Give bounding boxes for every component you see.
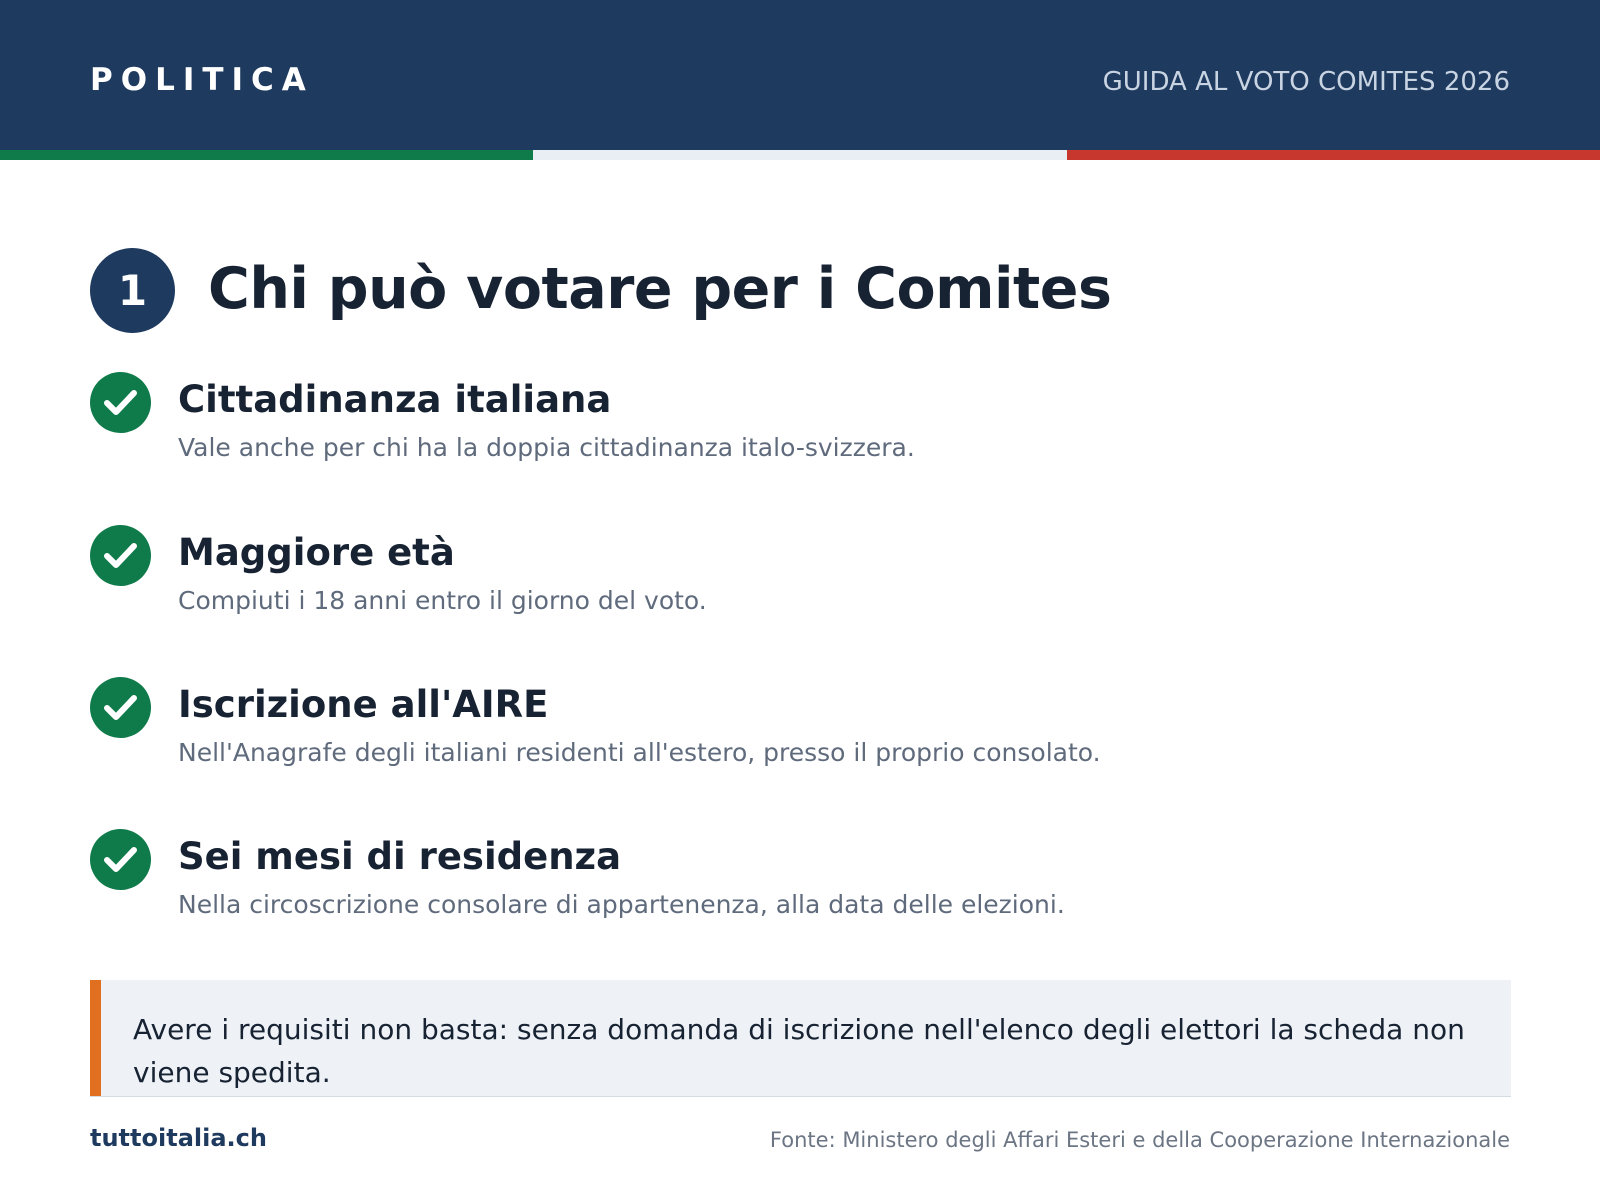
requirement-item	[90, 829, 1510, 939]
requirement-title: Iscrizione all'AIRE	[178, 683, 549, 726]
requirement-description: Compiuti i 18 anni entro il giorno del voto.	[178, 586, 707, 615]
check-icon	[90, 829, 151, 890]
requirement-description: Vale anche per chi ha la doppia cittadinanza italo-svizzera.	[178, 433, 915, 462]
flag-white-band	[533, 150, 1066, 160]
italian-flag-stripe	[0, 150, 1600, 160]
header-banner	[0, 0, 1600, 150]
requirement-item	[90, 372, 1510, 482]
requirement-title: Sei mesi di residenza	[178, 835, 622, 878]
section-kicker: POLITICA	[90, 62, 314, 98]
requirement-description: Nella circoscrizione consolare di appartenenza, alla data delle elezioni.	[178, 890, 1065, 919]
check-icon	[90, 372, 151, 433]
page-title: Chi può votare per i Comites	[208, 256, 1112, 322]
requirement-title: Cittadinanza italiana	[178, 378, 612, 421]
source-credit: Fonte: Ministero degli Affari Esteri e della Cooperazione Internazionale	[769, 1128, 1510, 1152]
requirement-item	[90, 525, 1510, 635]
guide-title: GUIDA AL VOTO COMITES 2026	[1102, 67, 1510, 97]
requirement-title: Maggiore età	[178, 531, 455, 574]
warning-note	[90, 980, 1511, 1096]
requirement-item	[90, 677, 1510, 787]
flag-green-band	[0, 150, 533, 160]
warning-note-text: Avere i requisiti non basta: senza domanda di iscrizione nell'elenco degli elettori la scheda non viene spedita.	[133, 1013, 1465, 1089]
site-brand: tuttoitalia.ch	[90, 1124, 267, 1152]
requirement-description: Nell'Anagrafe degli italiani residenti all'estero, presso il proprio consolato.	[178, 738, 1101, 767]
flag-red-band	[1067, 150, 1600, 160]
section-number-badge: 1	[90, 248, 175, 333]
check-icon	[90, 677, 151, 738]
check-icon	[90, 525, 151, 586]
footer-divider	[90, 1096, 1511, 1097]
